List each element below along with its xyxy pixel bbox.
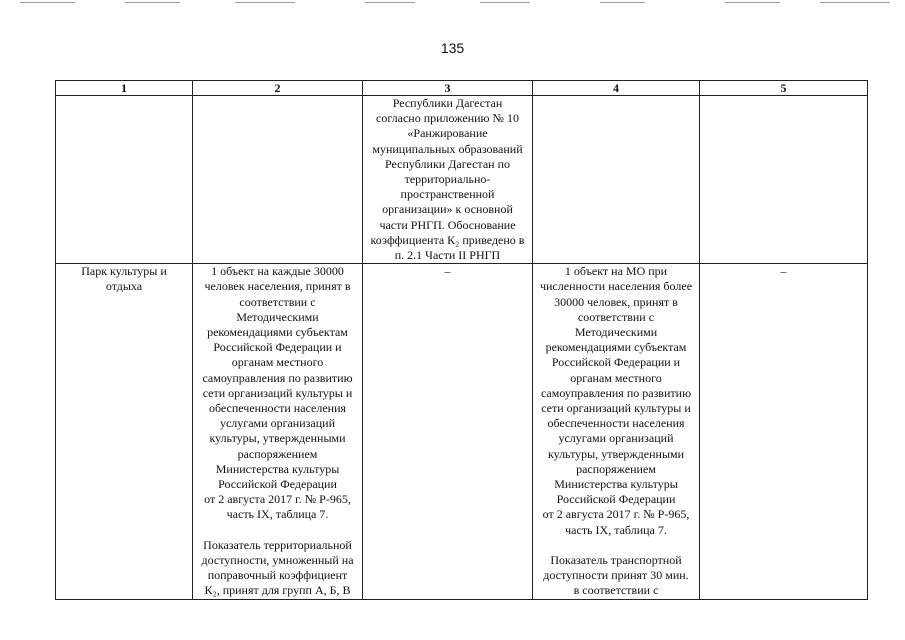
- header-cell-5: 5: [700, 81, 868, 96]
- cell-line: Показатель территориальной: [203, 537, 352, 552]
- cell-line: Показатель транспортной: [550, 553, 682, 568]
- cell-line: Министерства культуры: [554, 477, 678, 492]
- header-cell-3: 3: [363, 81, 533, 96]
- cell-line: рекомендациями субъектам: [207, 325, 348, 340]
- cell-line: органам местного: [231, 355, 324, 370]
- cell-row1-col5: [700, 96, 868, 264]
- cell-line: Российской Федерации и: [213, 340, 342, 355]
- cell-line: культуры, утвержденными: [547, 446, 685, 461]
- cell-line: К₂, принят для групп А, Б, В: [204, 583, 351, 598]
- cell-line: доступности, умноженный на: [201, 553, 354, 568]
- cell-line: сети организаций культуры и: [202, 385, 353, 400]
- cell-line: культуры, утвержденными: [209, 431, 346, 446]
- cell-line: [536, 538, 696, 553]
- cell-line: организации» к основной: [382, 202, 513, 217]
- cell-line: обеспеченности населения: [547, 416, 685, 431]
- cell-line: 1 объект на МО при: [564, 264, 668, 279]
- cell-line: рекомендациями субъектам: [545, 340, 687, 355]
- cell-line: муниципальных образований: [372, 141, 523, 156]
- cell-line: 1 объект на каждые 30000: [211, 264, 344, 279]
- cell-line: численности населения более: [539, 279, 693, 294]
- cell-line: коэффициента К₂ приведено в: [370, 232, 525, 247]
- cell-line: соответствии с: [577, 309, 655, 324]
- cell-line: Парк культуры и: [81, 264, 167, 279]
- cell-line: пространственной: [400, 187, 495, 202]
- scan-top-edge: [0, 2, 905, 3]
- cell-line: Российской Федерации: [218, 477, 337, 492]
- cell-line: –: [780, 264, 787, 279]
- cell-line: территориально-: [404, 172, 491, 187]
- cell-line: –: [444, 264, 451, 279]
- cell-line: органам местного: [570, 370, 662, 385]
- cell-line: отдыха: [105, 279, 143, 294]
- cell-row1-col3: [363, 96, 533, 264]
- cell-line: Республики Дагестан по: [385, 156, 510, 171]
- cell-row2-col4: [533, 264, 700, 600]
- cell-line: 30000 человек, принят в: [554, 294, 678, 309]
- cell-line: соответствии с: [239, 294, 316, 309]
- cell-line: согласно приложению № 10: [376, 111, 519, 126]
- cell-line: от 2 августа 2017 г. № Р-965,: [542, 507, 690, 522]
- cell-line: Методическими: [574, 325, 658, 340]
- cell-line: [196, 523, 359, 538]
- cell-row2-col5: [700, 264, 868, 600]
- cell-line: части РНГП. Обоснование: [379, 217, 516, 232]
- cell-line: человек населения, принят в: [204, 279, 351, 294]
- cell-line: Методическими: [236, 309, 319, 324]
- cell-row1-col4: [533, 96, 700, 264]
- cell-line: часть IX, таблица 7.: [226, 507, 329, 522]
- cell-line: распоряжением: [237, 446, 318, 461]
- header-cell-1: 1: [56, 81, 193, 96]
- cell-line: «Ранжирование: [407, 126, 488, 141]
- cell-row2-col2: [193, 264, 363, 600]
- cell-line: от 2 августа 2017 г. № Р-965,: [204, 492, 351, 507]
- cell-line: в соответствии с: [573, 583, 659, 598]
- cell-line: распоряжением: [576, 461, 656, 476]
- header-row: [56, 81, 868, 96]
- cell-row1-col2: [193, 96, 363, 264]
- cell-line: Республики Дагестан: [392, 96, 503, 110]
- cell-line: поправочный коэффициент: [207, 568, 348, 583]
- table-row-park: [56, 264, 868, 600]
- cell-row2-col1: [56, 264, 193, 600]
- cell-line: Министерства культуры: [215, 461, 340, 476]
- cell-line: часть IX, таблица 7.: [565, 522, 667, 537]
- cell-line: доступности принят 30 мин.: [543, 568, 689, 583]
- cell-line: самоуправления по развитию: [540, 385, 692, 400]
- cell-line: Российской Федерации и: [551, 355, 681, 370]
- cell-line: услугами организаций: [219, 416, 335, 431]
- norms-table: [55, 80, 868, 600]
- cell-line: обеспеченности населения: [208, 401, 347, 416]
- header-cell-2: 2: [193, 81, 363, 96]
- cell-line: Российской Федерации: [556, 492, 676, 507]
- cell-row1-col1: [56, 96, 193, 264]
- table-row-continued: [56, 96, 868, 264]
- cell-line: самоуправления по развитию: [202, 370, 353, 385]
- header-cell-4: 4: [533, 81, 700, 96]
- cell-line: п. 2.1 Части II РНГП: [394, 248, 501, 263]
- cell-line: услугами организаций: [558, 431, 674, 446]
- cell-line: сети организаций культуры и: [541, 401, 691, 416]
- cell-row2-col3: [363, 264, 533, 600]
- page-number: 135: [440, 40, 465, 56]
